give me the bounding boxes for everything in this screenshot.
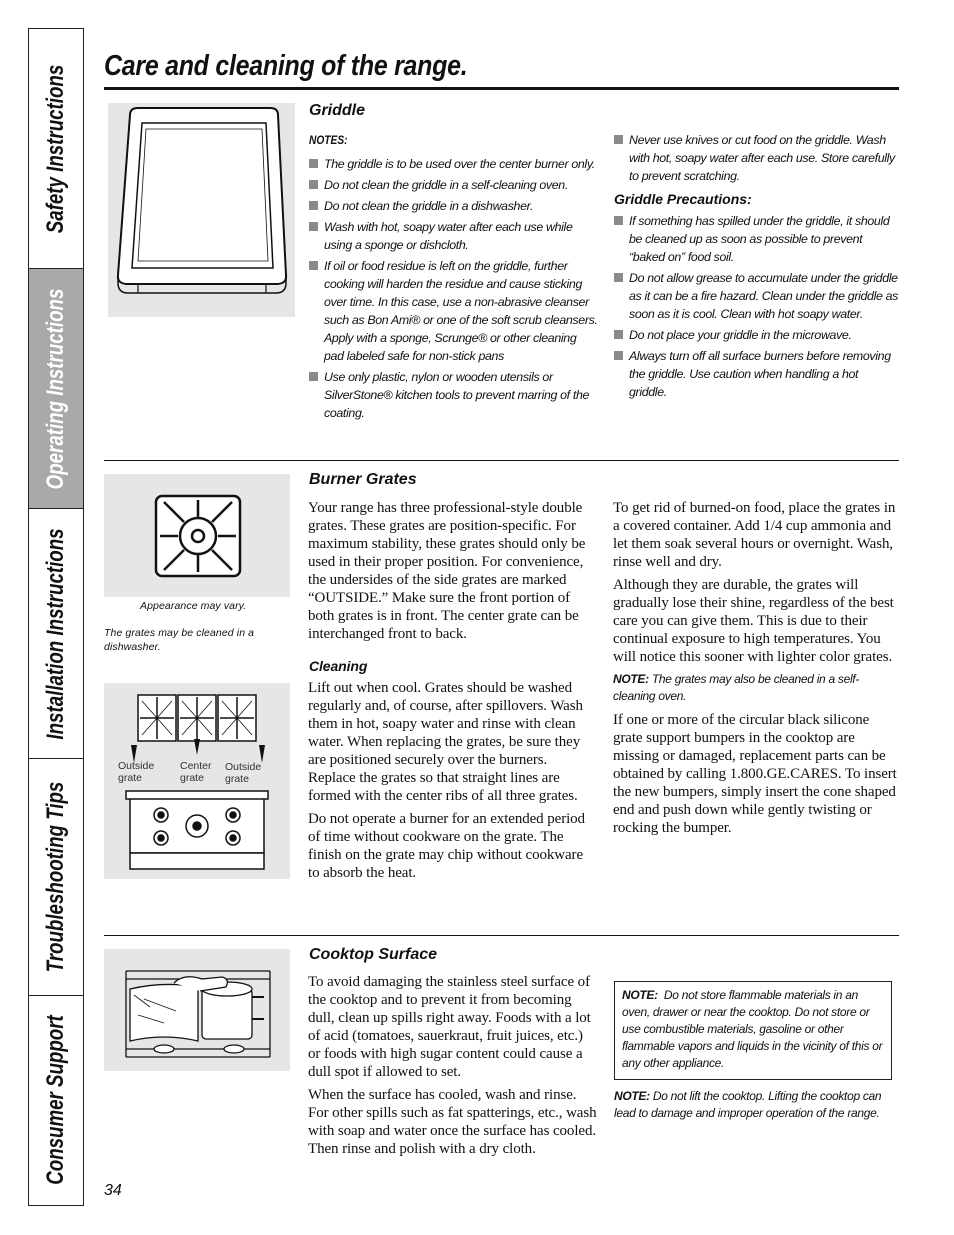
note-label: NOTE: (614, 1089, 650, 1103)
outside-grate-label-left: Outside grate (118, 760, 155, 784)
tab-safety-instructions[interactable] (29, 29, 83, 269)
griddle-right-notes (614, 131, 896, 188)
cleaning-paragraph-1: Lift out when cool. Grates should be washed regularly and, of course, after spillovers. Wash them in hot, soapy water and rinse with clean water. When replacing the grates, be sure they are positioned securely over the burners. Replace the grates so that straight lines are formed with the center ribs of all three grates. (308, 680, 583, 804)
tab-installation-instructions[interactable] (29, 509, 83, 759)
burner-grates-intro: Your range has three professional-style double grates. These grates are position-specific. For maximum stability, these grates should only be used in their proper position. For convenience, the undersides of the side grates are marked “OUTSIDE.” Make sure the front portion of both grates is in front. The center grate can be interchanged front to back. (308, 500, 586, 642)
griddle-precautions-heading: Griddle Precautions: (614, 191, 752, 207)
list-item: Never use knives or cut food on the griddle. Wash with hot, soapy water after each use. Store carefully to prevent scratching. (614, 131, 896, 185)
cleaning-paragraph-2: Do not operate a burner for an extended period of time without cookware on the grate. The finish on the grate may chip without cookware to absorb the heat. (308, 811, 585, 881)
griddle-heading: Griddle (309, 102, 366, 119)
cleaning-heading: Cleaning (309, 658, 368, 674)
list-item: Wash with hot, soapy water after each use while using a sponge or dishcloth. (309, 218, 599, 254)
cooktop-text (308, 973, 598, 1163)
tab-label: Installation Instructions (42, 527, 69, 740)
note-label: NOTE: (613, 672, 649, 686)
list-item: If something has spilled under the griddle, it should be cleaned up as soon as possible to prevent “baked on” food soil. (614, 212, 898, 266)
lift-cooktop-note (614, 1088, 896, 1122)
burner-grates-left-column (308, 499, 598, 887)
griddle-notes-list (309, 155, 599, 425)
tab-label: Safety Instructions (42, 64, 69, 233)
note-text: Do not lift the cooktop. Lifting the cooktop can lead to damage and improper operation of the range. (614, 1089, 882, 1120)
list-item: Do not clean the griddle in a dishwasher. (309, 197, 599, 215)
outside-grate-label-right: Outside grate (225, 761, 262, 785)
title-rule (104, 87, 899, 90)
note-text: Do not store flammable materials in an oven, drawer or near the cooktop. Do not store or use combustible materials, gasoline or other flammable vapors and liquids in the vicinity of this or any other appliance. (622, 988, 883, 1070)
tab-troubleshooting-tips[interactable] (29, 759, 83, 996)
list-item: Do not place your griddle in the microwave. (614, 326, 898, 344)
tab-label: Operating Instructions (42, 288, 69, 489)
list-item: Do not clean the griddle in a self-cleaning oven. (309, 176, 599, 194)
burner-grates-right-p1: To get rid of burned-on food, place the grates in a covered container. Add 1/4 cup ammonia and let them soak several hours or overnight. Wash, rinse well and dry. (613, 500, 896, 570)
griddle-precautions-list (614, 212, 898, 404)
list-item: Always turn off all surface burners before removing the griddle. Use caution when handling a hot griddle. (614, 347, 898, 401)
list-item: If oil or food residue is left on the griddle, further cooking will harden the residue and cause sticking over time. In this case, use a non-abrasive cleanser such as Bon Ami® or one of the soft scrub cleansers. Apply with a sponge, Scrunge® or other cleaning pad labeled safe for non-stick pans (309, 257, 599, 365)
page-title: Care and cleaning of the range. (104, 50, 468, 82)
tab-consumer-support[interactable] (29, 996, 83, 1204)
cooktop-cleaning-illustration (104, 949, 290, 1071)
list-item: The griddle is to be used over the center burner only. (309, 155, 599, 173)
list-item: Do not allow grease to accumulate under the griddle as it can be a fire hazard. Clean under the griddle as soon as it is cool. Clean with hot soapy water. (614, 269, 898, 323)
self-clean-note (613, 671, 899, 705)
cooktop-paragraph-2: When the surface has cooled, wash and rinse. For other spills such as fat spatterings, etc., wash with soap and water once the surface has cooled. Then rinse and polish with a dry cloth. (308, 1087, 597, 1157)
section-tabs (28, 28, 84, 1206)
griddle-illustration (108, 103, 295, 317)
dishwasher-caption: The grates may be cleaned in a dishwasher. (104, 627, 255, 653)
cooktop-grates-illustration (104, 683, 290, 879)
grate-illustration (104, 474, 290, 597)
burner-grates-heading: Burner Grates (309, 471, 417, 488)
note-text: The grates may also be cleaned in a self-cleaning oven. (613, 672, 860, 703)
cooktop-heading: Cooktop Surface (309, 946, 438, 963)
burner-grates-right-p3: If one or more of the circular black silicone grate support bumpers in the cooktop are missing or damaged, replacement parts can be obtained by calling 1.800.GE.CARES. To insert the new bumpers, simply insert the cone shaped end and push down while gently twisting or rocking the bumper. (613, 712, 897, 836)
note-label: NOTE: (622, 988, 658, 1002)
list-item: Use only plastic, nylon or wooden utensils or SilverStone® kitchen tools to prevent marring of the coating. (309, 368, 599, 422)
section-divider (104, 460, 899, 461)
tab-label: Consumer Support (42, 1015, 69, 1185)
cooktop-paragraph-1: To avoid damaging the stainless steel surface of the cooktop and to prevent it from becoming dull, clean up spills right away. Foods with a lot of acid (tomatoes, sauerkraut, fruit juices, etc.) or foods with high sugar content could cause a dull spot if allowed to set. (308, 974, 591, 1080)
burner-grates-right-column (613, 499, 899, 842)
tab-label: Troubleshooting Tips (42, 781, 69, 973)
flammable-materials-note (614, 981, 892, 1080)
page-number: 34 (104, 1182, 122, 1199)
burner-grates-right-p2: Although they are durable, the grates will gradually lose their shine, regardless of the best care you can give them. This is due to their continual exposure to high temperatures. You will notice this sooner with lighter color grates. (613, 577, 894, 665)
section-divider (104, 935, 899, 936)
appearance-caption: Appearance may vary. (140, 600, 247, 612)
tab-operating-instructions[interactable] (29, 269, 83, 509)
center-grate-label: Center grate (180, 760, 212, 784)
griddle-notes-label: NOTES: (309, 133, 348, 147)
